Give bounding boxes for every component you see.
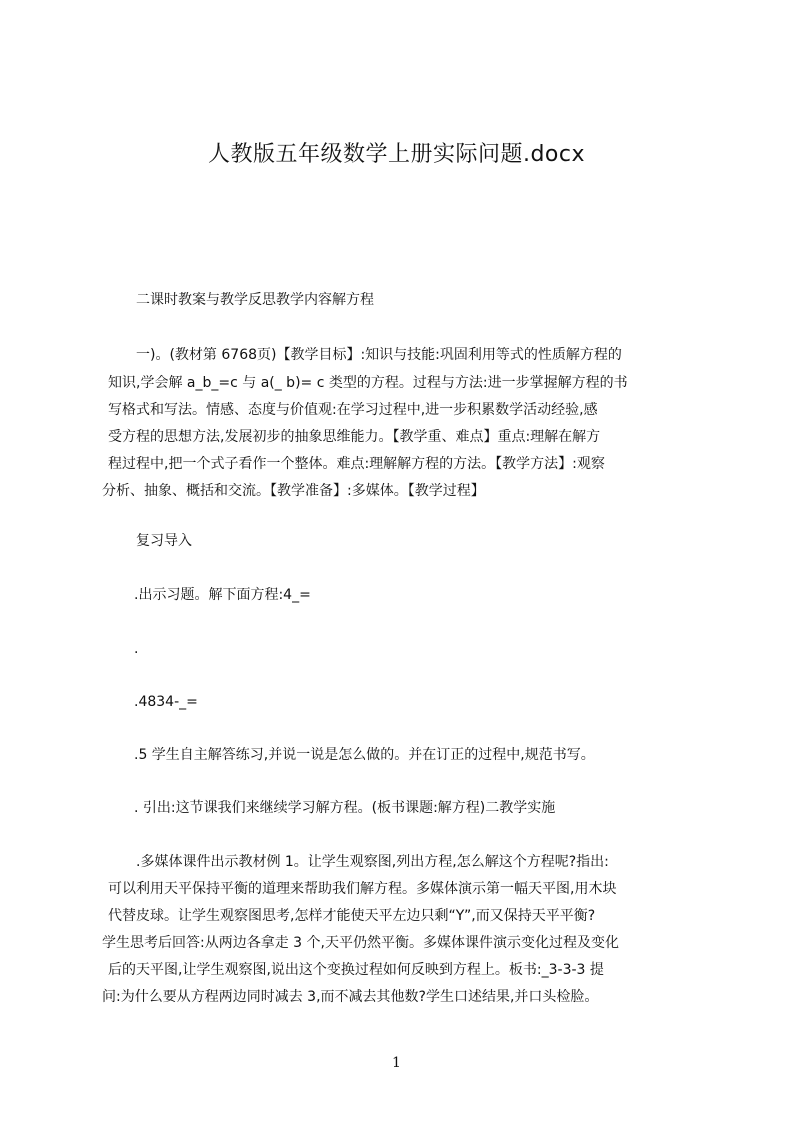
- paragraph-line: 受方程的思想方法,发展初步的抽象思维能力。【教学重、难点】重点:理解在解方: [108, 429, 601, 445]
- paragraph-line: 知识,学会解 a_b_=c 与 a(_ b)= c 类型的方程。过程与方法:进一步掌握解方程的书: [108, 375, 628, 391]
- review-heading: 复习导入: [136, 533, 192, 549]
- paragraph-line: .多媒体课件出示教材例 1。让学生观察图,列出方程,怎么解这个方程呢?指出:: [136, 854, 609, 870]
- exercise-item: .4834-_=: [134, 694, 198, 710]
- paragraph-line: 程过程中,把一个式子看作一个整体。难点:理解解方程的方法。【教学方法】:观察: [108, 456, 605, 472]
- paragraph-line: 代替皮球。让学生观察图思考,怎样才能使天平左边只剩“Y”,而又保持天平平衡?: [108, 908, 596, 924]
- paragraph-line: 一)。(教材第 6768页)【教学目标】:知识与技能:巩固利用等式的性质解方程的: [136, 347, 622, 363]
- document-title: 人教版五年级数学上册实际问题.docx: [207, 142, 586, 167]
- exercise-item: .5 学生自主解答练习,并说一说是怎么做的。并在订正的过程中,规范书写。: [134, 747, 595, 763]
- exercise-item: . 引出:这节课我们来继续学习解方程。(板书课题:解方程)二教学实施: [134, 800, 556, 816]
- paragraph-line: 写格式和写法。情感、态度与价值观:在学习过程中,进一步积累数学活动经验,感: [108, 402, 598, 418]
- exercise-item: .: [134, 641, 139, 657]
- paragraph-line: 后的天平图,让学生观察图,说出这个变换过程如何反映到方程上。板书:_3-3-3 提: [108, 962, 604, 978]
- section-heading: 二课时教案与教学反思教学内容解方程: [136, 292, 374, 308]
- paragraph-line: 可以利用天平保持平衡的道理来帮助我们解方程。多媒体演示第一幅天平图,用木块: [108, 881, 617, 897]
- paragraph-line: 问:为什么要从方程两边同时减去 3,而不减去其他数?学生口述结果,并口头检脸。: [102, 989, 599, 1005]
- exercise-item: .出示习题。解下面方程:4_=: [134, 587, 311, 603]
- paragraph-line: 学生思考后回答:从两边各拿走 3 个,天平仍然平衡。多媒体课件演示变化过程及变化: [102, 935, 619, 951]
- page-number: 1: [392, 1055, 401, 1071]
- paragraph-line: 分析、抽象、概括和交流。【教学准备】:多媒体。【教学过程】: [102, 483, 485, 499]
